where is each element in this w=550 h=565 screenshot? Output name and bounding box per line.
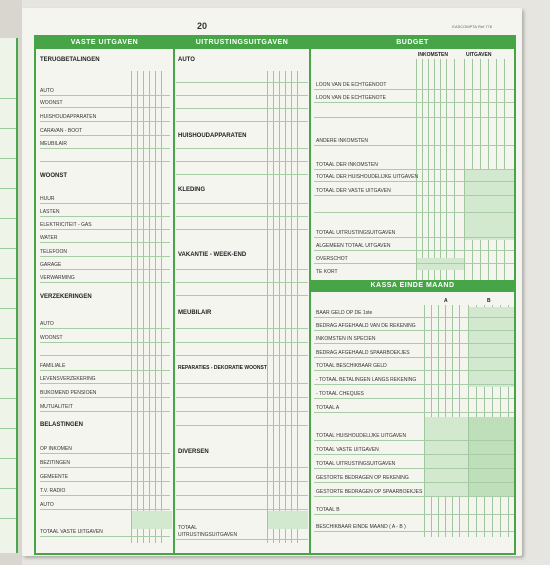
budget-row-label: ALGEMEEN TOTAAL UITGAVEN bbox=[316, 243, 391, 249]
budget-row-label: TE KORT bbox=[316, 269, 338, 275]
row-label: AUTO bbox=[40, 502, 54, 508]
row-label: GARAGE bbox=[40, 262, 62, 268]
section-kleding: KLEDING bbox=[178, 187, 205, 193]
column-divider bbox=[309, 37, 311, 553]
total-vaste-uitgaven-label: TOTAAL VASTE UITGAVEN bbox=[40, 529, 103, 535]
row-label: ELEKTRICITEIT - GAS bbox=[40, 222, 92, 228]
row-label: T.V. RADIO bbox=[40, 488, 66, 494]
section-terugbetalingen: TERUGBETALINGEN bbox=[40, 57, 100, 63]
section-huishoudapparaten: HUISHOUDAPPARATEN bbox=[178, 133, 247, 139]
column-divider bbox=[173, 37, 175, 553]
section-reparaties: REPARATIES - DEKORATIE WOONST bbox=[178, 365, 267, 371]
total-cell bbox=[132, 511, 172, 529]
row-label: HUUR bbox=[40, 196, 55, 202]
header-uitrustingsuitgaven: UITRUSTINGSUITGAVEN bbox=[175, 37, 309, 49]
kassa-row-label: GESTORTE BEDRAGEN OP REKENING bbox=[316, 475, 409, 481]
total-cell bbox=[268, 511, 308, 529]
kassa-row-label: BAAR GELD OP DE 1ste bbox=[316, 310, 373, 316]
inkomsten-shaded-cells bbox=[417, 258, 464, 270]
row-label: LEVENSVERZEKERING bbox=[40, 376, 96, 382]
row-label: AUTO bbox=[40, 88, 54, 94]
row-label: HUISHOUDAPPARATEN bbox=[40, 114, 97, 120]
budget-row-label: TOTAAL UITRUSTINGSUITGAVEN bbox=[316, 230, 396, 236]
section-verzekeringen: VERZEKERINGEN bbox=[40, 294, 92, 300]
kassa-row-label: TOTAAL VASTE UITGAVEN bbox=[316, 447, 379, 453]
row-label: TELEFOON bbox=[40, 249, 67, 255]
header-kassa-einde-maand: KASSA EINDE MAAND bbox=[311, 280, 514, 292]
section-auto: AUTO bbox=[178, 57, 195, 63]
kassa-row-label: BESCHIKBAAR EINDE MAAND ( A - B ) bbox=[316, 524, 406, 530]
budget-row-label: LOON VAN DE ECHTGENOOT bbox=[316, 82, 387, 88]
row-label: LASTEN bbox=[40, 209, 60, 215]
kassa-row-label: - TOTAAL BETALINGEN LANGS REKENING bbox=[316, 377, 417, 383]
kassa-row-label: BEDRAG AFGEHAALD SPAARBOEKJES bbox=[316, 350, 410, 356]
col-inkomsten-header: INKOMSTEN bbox=[418, 52, 448, 58]
row-label: GEMEENTE bbox=[40, 474, 69, 480]
section-vakantie: VAKANTIE - WEEK-END bbox=[178, 252, 247, 258]
row-label: BIJKOMEND PENSIOEN bbox=[40, 390, 97, 396]
kassa-row-label: TOTAAL HUISHOUDELIJKE UITGAVEN bbox=[316, 433, 407, 439]
section-woonst: WOONST bbox=[40, 173, 67, 179]
section-belastingen: BELASTINGEN bbox=[40, 422, 84, 428]
row-label: OP INKOMEN bbox=[40, 446, 72, 452]
budget-row-label: ANDERE INKOMSTEN bbox=[316, 138, 368, 144]
header-vaste-uitgaven: VASTE UITGAVEN bbox=[36, 37, 173, 49]
kassa-col-a-header: A bbox=[444, 298, 448, 304]
page-number: 20 bbox=[197, 21, 208, 31]
row-label: WATER bbox=[40, 235, 58, 241]
kassa-row-label: TOTAAL UITRUSTINGSUITGAVEN bbox=[316, 461, 396, 467]
budget-row-label: OVERSCHOT bbox=[316, 256, 348, 262]
section-meubilair: MEUBILAIR bbox=[178, 310, 212, 316]
kassa-row-label: BEDRAG AFGEHAALD VAN DE REKENING bbox=[316, 323, 416, 329]
kassa-b-shaded-total bbox=[469, 417, 514, 497]
budget-row-label: TOTAAL DER INKOMSTEN bbox=[316, 162, 378, 168]
ledger-form bbox=[34, 35, 516, 555]
row-label: MEUBILAIR bbox=[40, 141, 67, 147]
total-uitrusting-label-2: UITRUSTINGSUITGAVEN bbox=[178, 532, 238, 538]
section-diversen: DIVERSEN bbox=[178, 449, 209, 455]
kassa-row-label: TOTAAL BESCHIKBAAR GELD bbox=[316, 363, 387, 369]
row-label: CARAVAN - BOOT bbox=[40, 128, 83, 134]
budget-row-label: TOTAAL DER VASTE UITGAVEN bbox=[316, 188, 391, 194]
budget-row-label: LOON VAN DE ECHTGENOTE bbox=[316, 95, 386, 101]
kassa-row-label: GESTORTE BEDRAGEN OP SPAARBOEKJES bbox=[316, 489, 423, 495]
kassa-b-shaded-cells bbox=[469, 307, 514, 387]
ledger-page bbox=[22, 8, 522, 556]
kassa-row-label: TOTAAL A bbox=[316, 405, 340, 411]
total-uitrusting-label-1: TOTAAL bbox=[178, 525, 197, 531]
row-label: BEZITINGEN bbox=[40, 460, 71, 466]
row-label: MUTUALITEIT bbox=[40, 404, 73, 410]
previous-page-edge bbox=[0, 38, 18, 553]
kassa-a-shaded-cells bbox=[425, 417, 468, 497]
row-label: FAMILIALE bbox=[40, 363, 66, 369]
col-uitgaven-header: UITGAVEN bbox=[466, 52, 492, 58]
header-budget: BUDGET bbox=[311, 37, 514, 49]
brand-label: EASCOMPTA Ref 776 bbox=[452, 24, 492, 29]
kassa-row-label: INKOMSTEN IN SPECIEN bbox=[316, 336, 376, 342]
row-label: WOONST bbox=[40, 100, 63, 106]
kassa-col-b-header: B bbox=[487, 298, 491, 304]
kassa-row-label: TOTAAL B bbox=[316, 507, 340, 513]
row-label: AUTO bbox=[40, 321, 54, 327]
kassa-row-label: - TOTAAL CHEQUES bbox=[316, 391, 364, 397]
row-label: WOONST bbox=[40, 335, 63, 341]
row-label: VERWARMING bbox=[40, 275, 75, 281]
budget-row-label: TOTAAL DER HUISHOUDELIJKE UITGAVEN bbox=[316, 174, 419, 180]
